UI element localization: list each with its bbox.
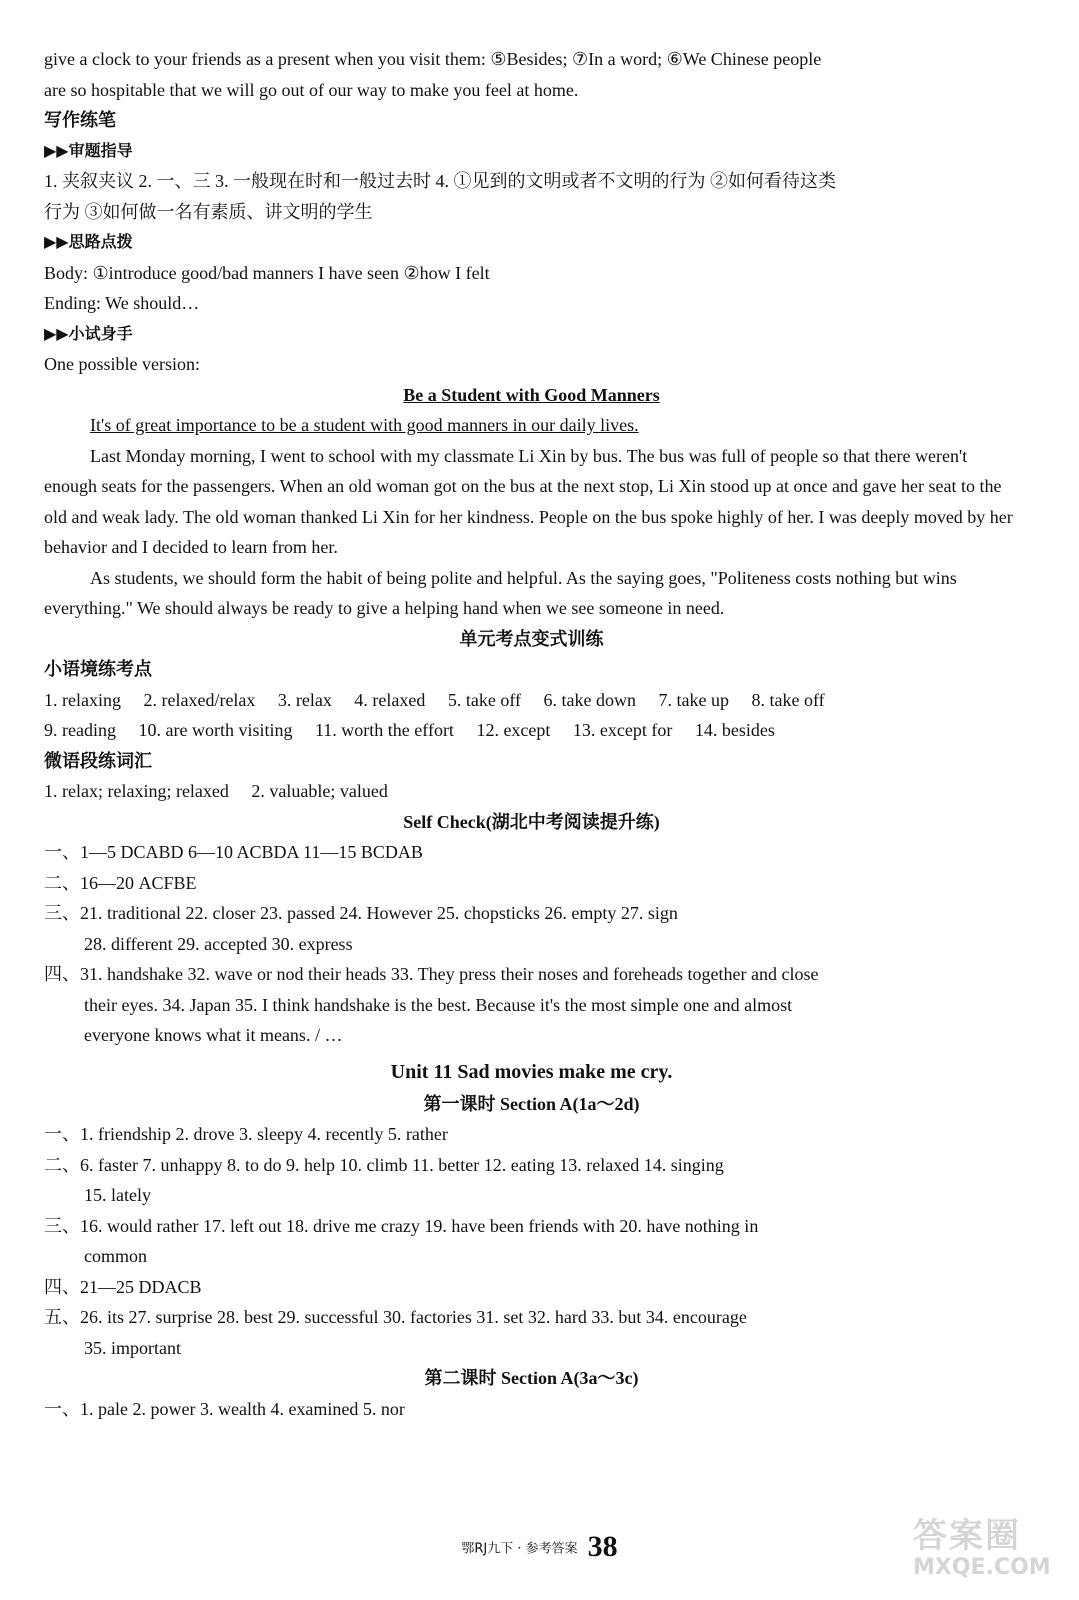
answer-row (44, 776, 1019, 807)
answer-row: their eyes. 34. Japan 35. I think handshake is the best. Because it's the most simple one and almost (84, 994, 793, 1015)
lesson-title: 第二课时 Section A(3a～3c) (424, 1368, 639, 1388)
answer-item: 4. relaxed (354, 689, 426, 710)
answer-row: 一、1. friendship 2. drove 3. sleepy 4. recently 5. rather (44, 1124, 448, 1144)
answer-row (44, 685, 1019, 716)
watermark-url: MXQE.COM (913, 1555, 1051, 1580)
answer-row: 四、21—25 DDACB (44, 1276, 202, 1297)
answer-row: 二、6. faster 7. unhappy 8. to do 9. help 10. climb 11. better 12. eating 13. relaxed 14. singing (44, 1154, 724, 1175)
answer-item: 8. take off (751, 689, 825, 710)
guide-heading: ▶▶小试身手 (44, 323, 133, 343)
guide-heading: ▶▶思路点拨 (44, 232, 133, 251)
answer-item: 5. take off (447, 689, 522, 710)
text-line: are so hospitable that we will go out of our way to make you feel at home. (44, 79, 579, 100)
answer-item: 14. besides (694, 720, 775, 740)
text-line: 行为 ③如何做一名有素质、讲文明的学生 (44, 201, 373, 222)
answer-row: 一、1. pale 2. power 3. wealth 4. examined 5. nor (44, 1398, 405, 1419)
text-line: 1. 夹叙夹议 2. 一、三 3. 一般现在时和一般过去时 4. ①见到的文明或者不文明的行为 ②如何看待这类 (44, 171, 836, 191)
answer-item: 2. relaxed/relax (143, 689, 256, 710)
watermark-logo (913, 1508, 1063, 1593)
lesson-title: 第一课时 Section A(1a～2d) (423, 1093, 640, 1114)
answer-item: 11. worth the effort (314, 720, 454, 740)
answer-row: 四、31. handshake 32. wave or nod their heads 33. They press their noses and foreheads together and close (44, 964, 819, 984)
answer-item: 1. relaxing (44, 689, 121, 710)
section-title: Self Check(湖北中考阅读提升练) (403, 811, 660, 832)
answer-row: 五、26. its 27. surprise 28. best 29. successful 30. factories 31. set 32. hard 33. but 34. encourage (44, 1307, 747, 1327)
answer-item: 1. relax; relaxing; relaxed (44, 781, 229, 801)
answer-row: 35. important (84, 1337, 181, 1358)
answer-page (44, 44, 1019, 1424)
answer-item: 13. except for (572, 720, 673, 740)
answer-item: 3. relax (277, 689, 332, 710)
answer-item: 7. take up (658, 689, 729, 710)
essay-title: Be a Student with Good Manners (403, 384, 660, 405)
text-line: One possible version: (44, 354, 200, 374)
text-line: Body: ①introduce good/bad manners I have seen ②how I felt (44, 262, 490, 283)
answer-item: 12. except (476, 720, 551, 740)
section-heading: 小语境练考点 (44, 659, 152, 679)
essay-paragraph: Last Monday morning, I went to school with my classmate Li Xin by bus. The bus was full of people so that there weren't enough seats for the passengers. When an old woman got on the bus at the next stop, Li Xin stood up at once and gave her seat to the old and weak lady. The old woman thanked Li Xin for her kindness. People on the bus spoke highly of her. I was deeply moved by her behavior and I decided to learn from her. (44, 445, 1013, 557)
text-line: Ending: We should… (44, 293, 200, 313)
page-number: 38 (587, 1530, 618, 1563)
answer-row: 三、16. would rather 17. left out 18. drive me crazy 19. have been friends with 20. have nothing in (44, 1215, 759, 1236)
section-heading: 微语段练词汇 (44, 750, 152, 771)
answer-item: 10. are worth visiting (138, 720, 293, 740)
answer-item: 2. valuable; valued (251, 781, 388, 801)
section-heading: 写作练笔 (44, 110, 116, 130)
answer-row: 28. different 29. accepted 30. express (84, 933, 353, 954)
answer-item: 9. reading (44, 720, 116, 740)
answer-row: 一、1—5 DCABD 6—10 ACBDA 11—15 BCDAB (44, 842, 423, 862)
answer-row: common (84, 1246, 147, 1266)
answer-row (44, 715, 1019, 746)
watermark-text: 答案圈 (913, 1516, 1021, 1556)
guide-heading: ▶▶审题指导 (44, 140, 133, 160)
essay-paragraph: As students, we should form the habit of being polite and helpful. As the saying goes, "Politeness costs nothing but wins everything." We should always be ready to give a helping hand when we see someone in need. (44, 567, 957, 618)
essay-paragraph (44, 410, 1019, 441)
answer-row: 二、16—20 ACFBE (44, 872, 197, 893)
section-title: 单元考点变式训练 (459, 628, 604, 649)
answer-row: 15. lately (84, 1185, 151, 1205)
unit-title: Unit 11 Sad movies make me cry. (390, 1060, 673, 1083)
essay-topic-sentence: It's of great importance to be a student with good manners in our daily lives. (90, 415, 639, 435)
answer-row: 三、21. traditional 22. closer 23. passed 24. However 25. chopsticks 26. empty 27. sign (44, 903, 678, 923)
text-line: give a clock to your friends as a present when you visit them: ⑤Besides; ⑦In a word; ⑥We Chinese people (44, 49, 822, 69)
answer-item: 6. take down (543, 689, 637, 710)
answer-row: everyone knows what it means. / … (84, 1025, 343, 1045)
footer-label: 鄂RJ九下 · 参考答案 (461, 1541, 578, 1557)
